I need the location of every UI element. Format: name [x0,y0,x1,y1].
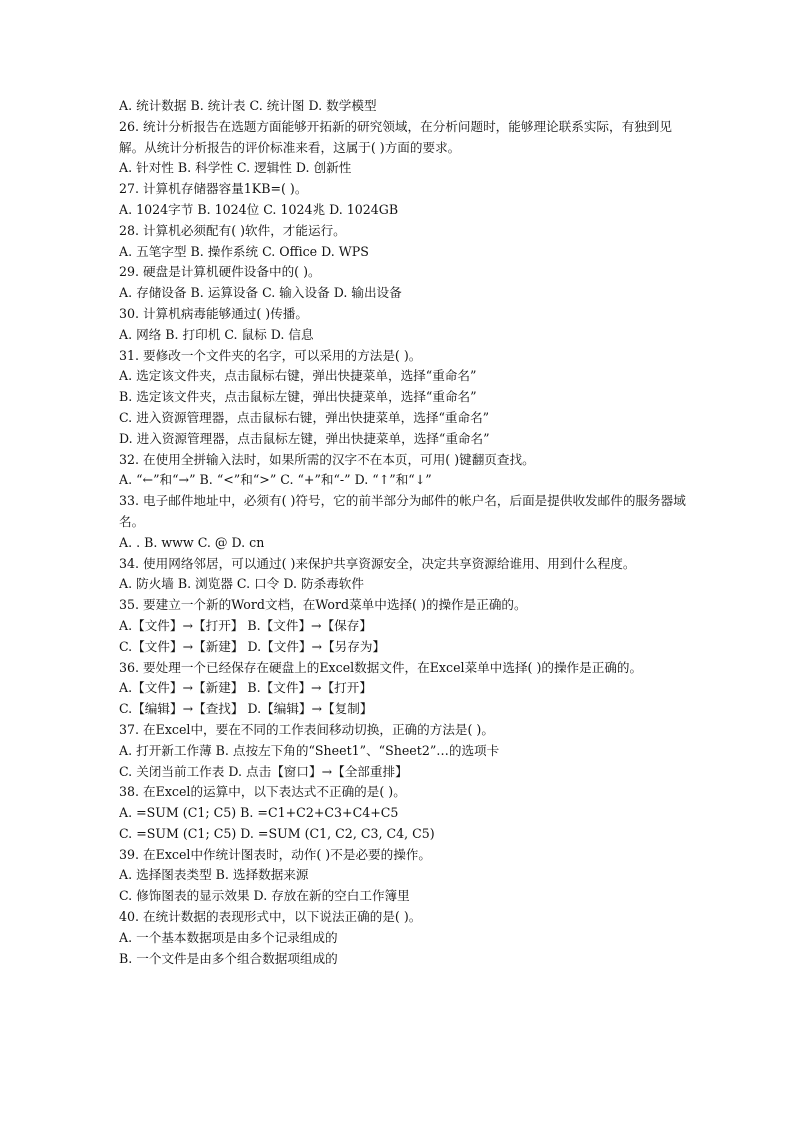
question-28: 28. 计算机必须配有( )软件，才能运行。 [119,222,346,238]
option-line: C.【编辑】→【查找】 D.【编辑】→【复制】 [119,701,373,717]
question-36: 36. 要处理一个已经保存在硬盘上的Excel数据文件，在Excel菜单中选择( )的操作是正确的。 [119,659,643,675]
option-line: A. 五笔字型 B. 操作系统 C. Office D. WPS [119,243,369,259]
question-26: 26. 统计分析报告在选题方面能够开拓新的研究领域，在分析问题时，能够理论联系实际，有独到见解。从统计分析报告的评价标准来看，这属于( )方面的要求。 [119,118,672,155]
option-line: A. 防火墙 B. 浏览器 C. 口令 D. 防杀毒软件 [119,576,364,592]
option-line: D. 进入资源管理器，点击鼠标左键，弹出快捷菜单，选择“重命名” [119,430,490,446]
option-line: A. 1024字节 B. 1024位 C. 1024兆 D. 1024GB [119,201,399,217]
option-line: C. 进入资源管理器，点击鼠标右键，弹出快捷菜单，选择“重命名” [119,409,490,425]
option-line: A. 打开新工作薄 B. 点按左下角的“Sheet1”、“Sheet2”…的选项卡 [119,742,500,758]
question-27: 27. 计算机存储器容量1KB=( )。 [119,181,308,197]
option-line: A. 选择图表类型 B. 选择数据来源 [119,867,309,883]
question-39: 39. 在Excel中作统计图表时，动作( )不是必要的操作。 [119,846,431,862]
question-29: 29. 硬盘是计算机硬件设备中的( )。 [119,264,321,280]
question-30: 30. 计算机病毒能够通过( )传播。 [119,305,308,321]
question-37: 37. 在Excel中，要在不同的工作表间移动切换，正确的方法是( )。 [119,721,494,737]
option-line: A.【文件】→【新建】 B.【文件】→【打开】 [119,680,372,696]
question-38: 38. 在Excel的运算中，以下表达式不正确的是( )。 [119,784,406,800]
question-35: 35. 要建立一个新的Word文档，在Word菜单中选择( )的操作是正确的。 [119,597,527,613]
document-body [119,96,689,969]
question-33: 33. 电子邮件地址中，必须有( )符号，它的前半部分为邮件的帐户名，后面是提供收发邮件的服务器域名。 [119,493,686,529]
option-line: A. 选定该文件夹，点击鼠标右键，弹出快捷菜单，选择“重命名” [119,368,477,384]
option-line: A. 一个基本数据项是由多个记录组成的 [119,929,338,945]
question-31: 31. 要修改一个文件夹的名字，可以采用的方法是( )。 [119,347,422,363]
option-line: A. “←”和“→” B. “<”和“>” C. “+”和“-” D. “↑”和“↓” [119,472,432,488]
option-line: C. 修饰图表的显示效果 D. 存放在新的空白工作簿里 [119,888,410,904]
option-line: A. 网络 B. 打印机 C. 鼠标 D. 信息 [119,326,314,342]
option-line: A. 统计数据 B. 统计表 C. 统计图 D. 数学模型 [119,98,377,113]
option-line: A. =SUM (C1; C5) B. =C1+C2+C3+C4+C5 [119,805,399,821]
question-34: 34. 使用网络邻居，可以通过( )来保护共享资源安全，决定共享资源给谁用、用到什么程度。 [119,555,636,571]
option-line: B. 一个文件是由多个组合数据项组成的 [119,950,338,966]
option-line: A. . B. www C. @ D. cn [119,534,265,550]
option-line: C. 关闭当前工作表 D. 点击【窗口】→【全部重排】 [119,763,408,779]
question-40: 40. 在统计数据的表现形式中，以下说法正确的是( )。 [119,909,422,925]
option-line: A.【文件】→【打开】 B.【文件】→【保存】 [119,617,372,633]
option-line: A. 存储设备 B. 运算设备 C. 输入设备 D. 输出设备 [119,285,402,301]
question-32: 32. 在使用全拼输入法时，如果所需的汉字不在本页，可用( )键翻页查找。 [119,451,535,467]
option-line: B. 选定该文件夹，点击鼠标左键，弹出快捷菜单，选择“重命名” [119,389,477,405]
option-line: A. 针对性 B. 科学性 C. 逻辑性 D. 创新性 [119,160,352,176]
option-line: C.【文件】→【新建】 D.【文件】→【另存为】 [119,638,386,654]
option-line: C. =SUM (C1; C5) D. =SUM (C1, C2, C3, C4, C5) [119,825,435,841]
